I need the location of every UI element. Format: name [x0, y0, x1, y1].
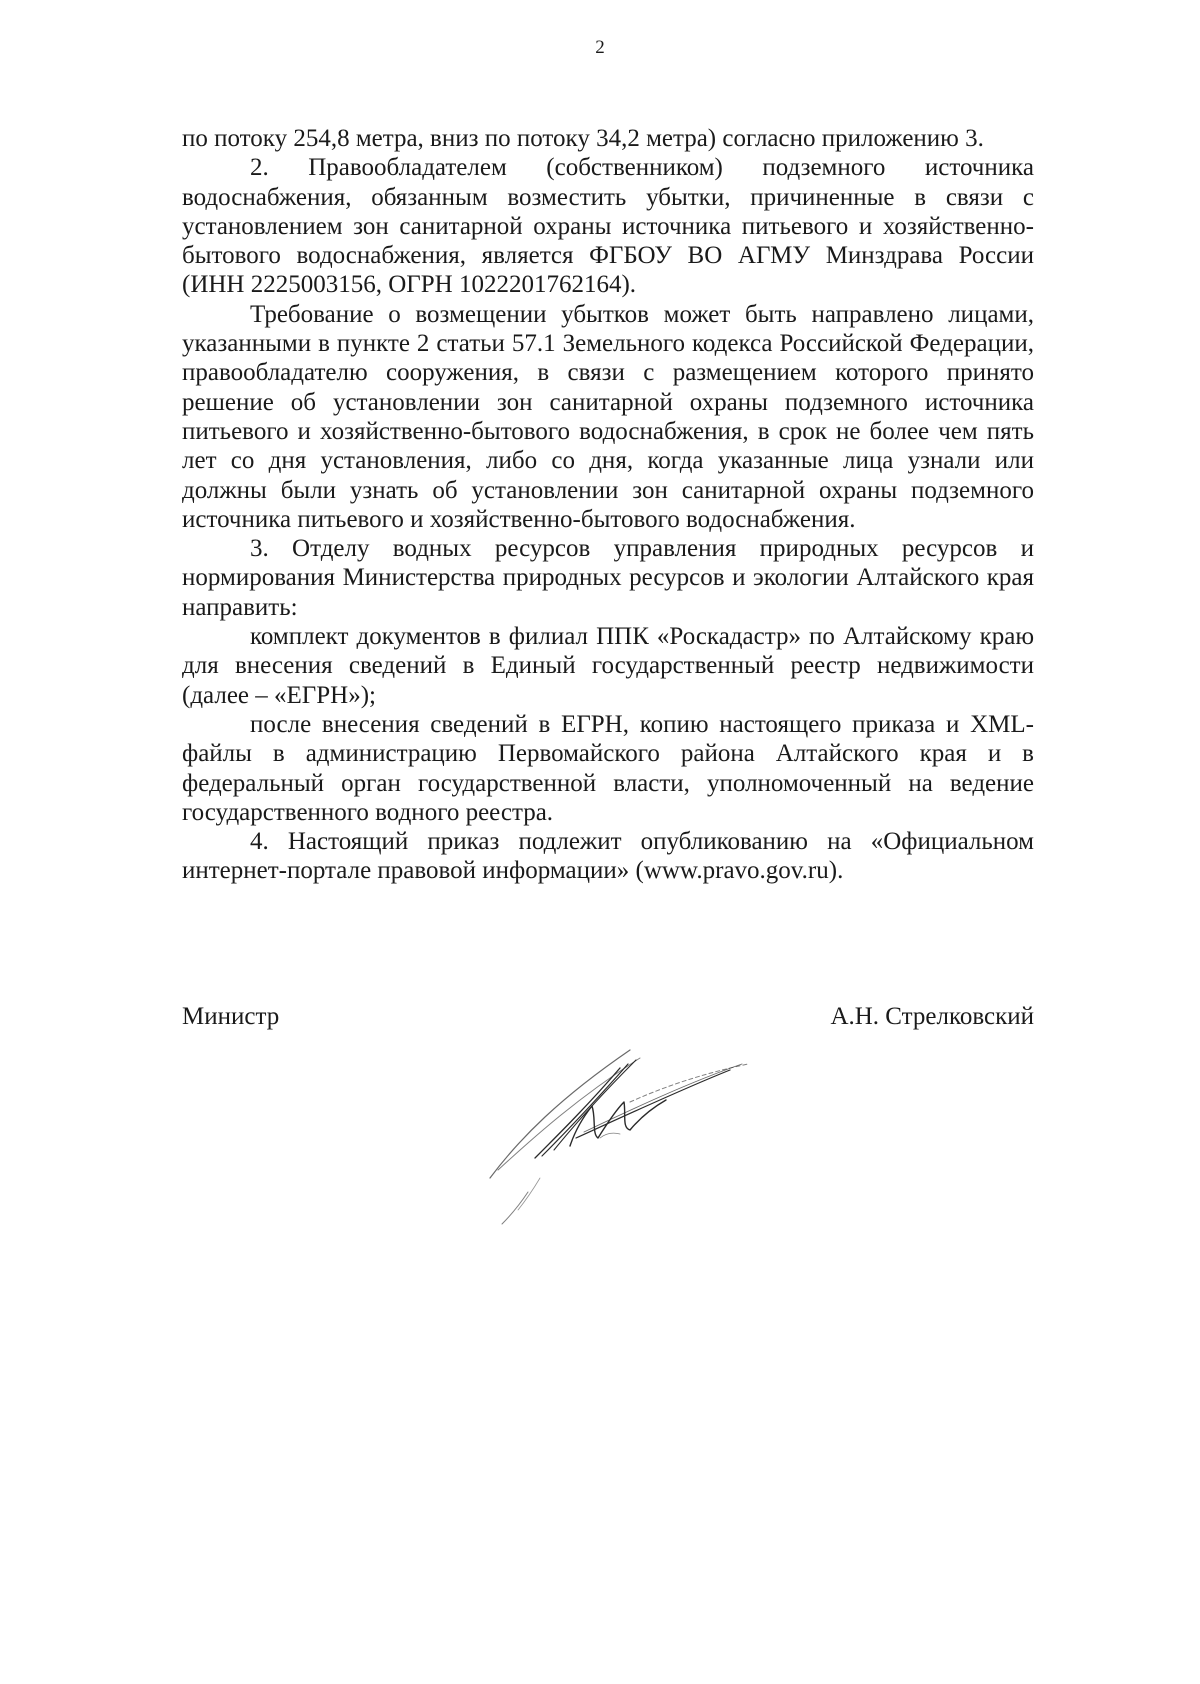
document-body: [182, 124, 1034, 886]
page-number: 2: [595, 37, 605, 58]
signer-name: А.Н. Стрелковский: [830, 1003, 1034, 1030]
paragraph-item-3: 3. Отделу водных ресурсов управления природных ресурсов и нормирования Министерства природных ресурсов и экологии Алтайского края направить:: [182, 535, 1034, 621]
paragraph-item-3-documents: комплект документов в филиал ППК «Роскадастр» по Алтайскому краю для внесения сведений в Единый государственный реестр недвижимости (далее – «ЕГРН»);: [182, 623, 1034, 709]
paragraph-item-2: 2. Правообладателем (собственником) подземного источника водоснабжения, обязанным возместить убытки, причиненные в связи с установлением зон санитарной охраны источника питьевого и хозяйственно-бытового водоснабжения, является ФГБОУ ВО АГМУ Минздрава России (ИНН 2225003156, ОГРН 1022201762164).: [182, 154, 1034, 299]
paragraph-item-3-after-egrn: после внесения сведений в ЕГРН, копию настоящего приказа и XML-файлы в администрацию Первомайского района Алтайского края и в федеральный орган государственной власти, уполномоченный на ведение государственного водного реестра.: [182, 710, 1034, 826]
paragraph-continuation: по потоку 254,8 метра, вниз по потоку 34,2 метра) согласно приложению 3.: [182, 125, 984, 152]
paragraph-compensation-claim: Требование о возмещении убытков может быть направлено лицами, указанными в пункте 2 статьи 57.1 Земельного кодекса Российской Федерации, правообладателю сооружения, в связи с размещением которого принято решение об установлении зон санитарной охраны подземного источника питьевого и хозяйственно-бытового водоснабжения, в срок не более чем пять лет со дня установления, либо со дня, когда указанные лица узнали или должны были узнать об установлении зон санитарной охраны подземного источника питьевого и хозяйственно-бытового водоснабжения.: [182, 300, 1034, 533]
signature-block: [182, 1002, 1034, 1042]
signer-title: Министр: [182, 1003, 280, 1030]
paragraph-item-4: 4. Настоящий приказ подлежит опубликованию на «Официальном интернет-портале правовой информации» (www.pravo.gov.ru).: [182, 828, 1034, 885]
handwritten-signature-icon: [480, 1038, 800, 1228]
